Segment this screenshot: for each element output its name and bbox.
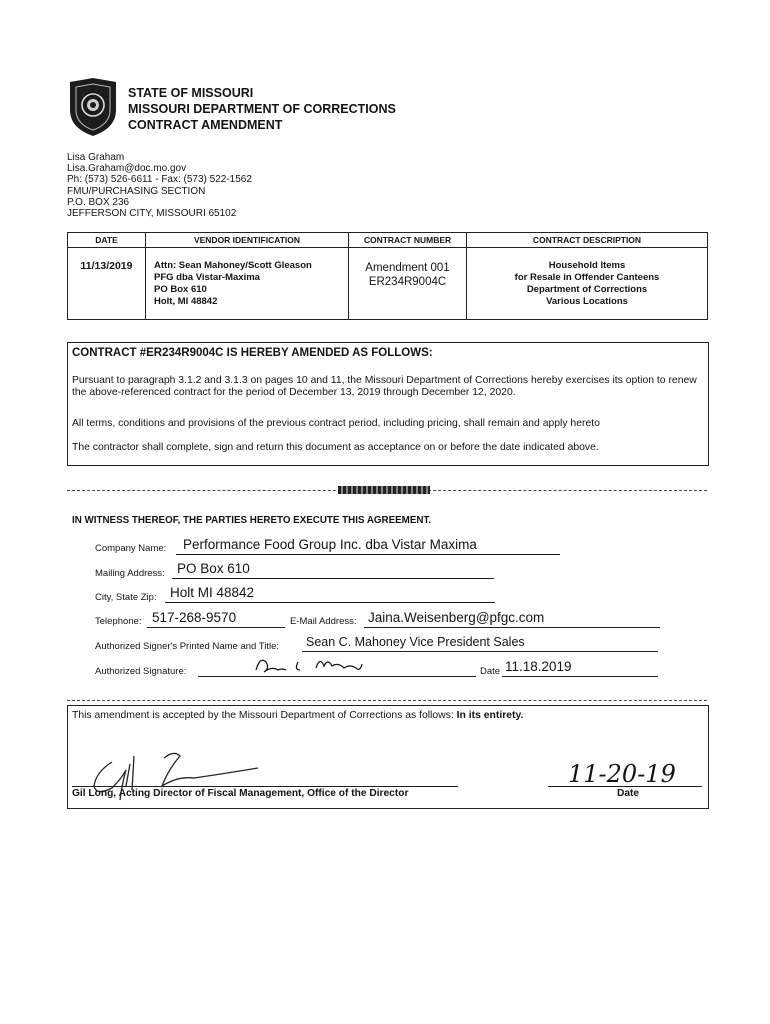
cell-vendor <box>146 248 349 320</box>
header-department: MISSOURI DEPARTMENT OF CORRECTIONS <box>128 102 396 116</box>
amendment-para1: Pursuant to paragraph 3.1.2 and 3.1.3 on pages 10 and 11, the Missouri Department of Corrections hereby exercises its option to renew the above-referenced contract for the period of December 13, 2019 through December 12, 2020. <box>72 375 697 399</box>
contact-city: JEFFERSON CITY, MISSOURI 65102 <box>67 208 237 220</box>
phone-underline <box>147 627 285 628</box>
mailing-label: Mailing Address: <box>95 568 165 579</box>
company-label: Company Name: <box>95 543 167 554</box>
desc-line2: for Resale in Offender Canteens <box>514 272 660 283</box>
official-title: Gil Long, Acting Director of Fiscal Management, Office of the Director <box>72 788 409 799</box>
contract-id: ER234R9004C <box>368 276 447 288</box>
cut-line-marker <box>338 486 430 494</box>
acceptance-text: This amendment is accepted by the Missouri Department of Corrections as follows: <box>72 710 454 721</box>
desc-line4: Various Locations <box>546 296 628 307</box>
acceptance-date-label: Date <box>617 788 640 799</box>
th-date: DATE <box>68 233 146 248</box>
phone-value[interactable]: 517-268-9570 <box>152 610 237 625</box>
contact-phone: Ph: (573) 526-6611 - Fax: (573) 522-1562 <box>67 174 252 186</box>
desc-line1: Household Items <box>548 260 626 271</box>
city-value[interactable]: Holt MI 48842 <box>170 585 255 600</box>
email-underline <box>364 627 660 628</box>
signer-value[interactable]: Sean C. Mahoney Vice President Sales <box>306 635 525 649</box>
mailing-underline <box>172 578 494 579</box>
cell-contract-number <box>349 248 467 320</box>
city-label: City, State Zip: <box>95 592 157 603</box>
acceptance-date-value: 11-20-19 <box>568 760 676 788</box>
contact-section: FMU/PURCHASING SECTION <box>67 185 206 197</box>
contract-table <box>67 232 708 320</box>
contract-amendment: Amendment 001 <box>365 262 450 274</box>
vendor-attn: Attn: Sean Mahoney/Scott Gleason <box>154 260 312 271</box>
signer-label: Authorized Signer's Printed Name and Title: <box>95 641 279 652</box>
vendor-signature <box>250 650 370 678</box>
amendment-heading: CONTRACT #ER234R9004C IS HEREBY AMENDED AS FOLLOWS: <box>72 347 433 359</box>
missouri-doc-seal <box>66 76 120 138</box>
signature-label: Authorized Signature: <box>95 666 187 677</box>
amendment-para2: All terms, conditions and provisions of the previous contract period, including pricing, shall remain and apply hereto <box>72 418 600 429</box>
date-underline <box>502 676 658 677</box>
th-contract-number: CONTRACT NUMBER <box>349 233 467 248</box>
company-underline <box>176 554 560 555</box>
header-doc-type: CONTRACT AMENDMENT <box>128 118 283 132</box>
official-signature-line <box>72 786 458 787</box>
witness-heading: IN WITNESS THEREOF, THE PARTIES HERETO EXECUTE THIS AGREEMENT. <box>72 515 432 526</box>
acceptance-text-bold: In its entirety. <box>456 710 524 721</box>
header-state: STATE OF MISSOURI <box>128 86 254 100</box>
contact-block <box>67 152 252 219</box>
date-value[interactable]: 11.18.2019 <box>505 659 572 674</box>
vendor-name: PFG dba Vistar-Maxima <box>154 272 260 283</box>
company-value[interactable]: Performance Food Group Inc. dba Vistar Maxima <box>183 537 477 552</box>
acceptance-date-line <box>548 786 702 787</box>
section-divider <box>67 700 707 701</box>
contact-box: P.O. BOX 236 <box>67 196 130 208</box>
th-vendor: VENDOR IDENTIFICATION <box>146 233 349 248</box>
desc-line3: Department of Corrections <box>526 284 648 295</box>
vendor-box: PO Box 610 <box>154 284 207 295</box>
city-underline <box>165 602 495 603</box>
vendor-city: Holt, MI 48842 <box>154 296 218 307</box>
phone-label: Telephone: <box>95 616 142 627</box>
th-description: CONTRACT DESCRIPTION <box>467 233 708 248</box>
mailing-value[interactable]: PO Box 610 <box>177 561 250 576</box>
amendment-para3: The contractor shall complete, sign and return this document as acceptance on or before the date indicated above. <box>72 442 599 453</box>
acceptance-text-line <box>72 710 702 722</box>
cell-description <box>467 248 708 320</box>
email-value[interactable]: Jaina.Weisenberg@pfgc.com <box>368 610 545 625</box>
contact-email: Lisa.Graham@doc.mo.gov <box>67 163 187 175</box>
date-label: Date <box>480 666 501 677</box>
contact-name: Lisa Graham <box>67 152 125 163</box>
cell-date: 11/13/2019 <box>68 248 146 320</box>
email-label: E-Mail Address: <box>290 616 357 627</box>
